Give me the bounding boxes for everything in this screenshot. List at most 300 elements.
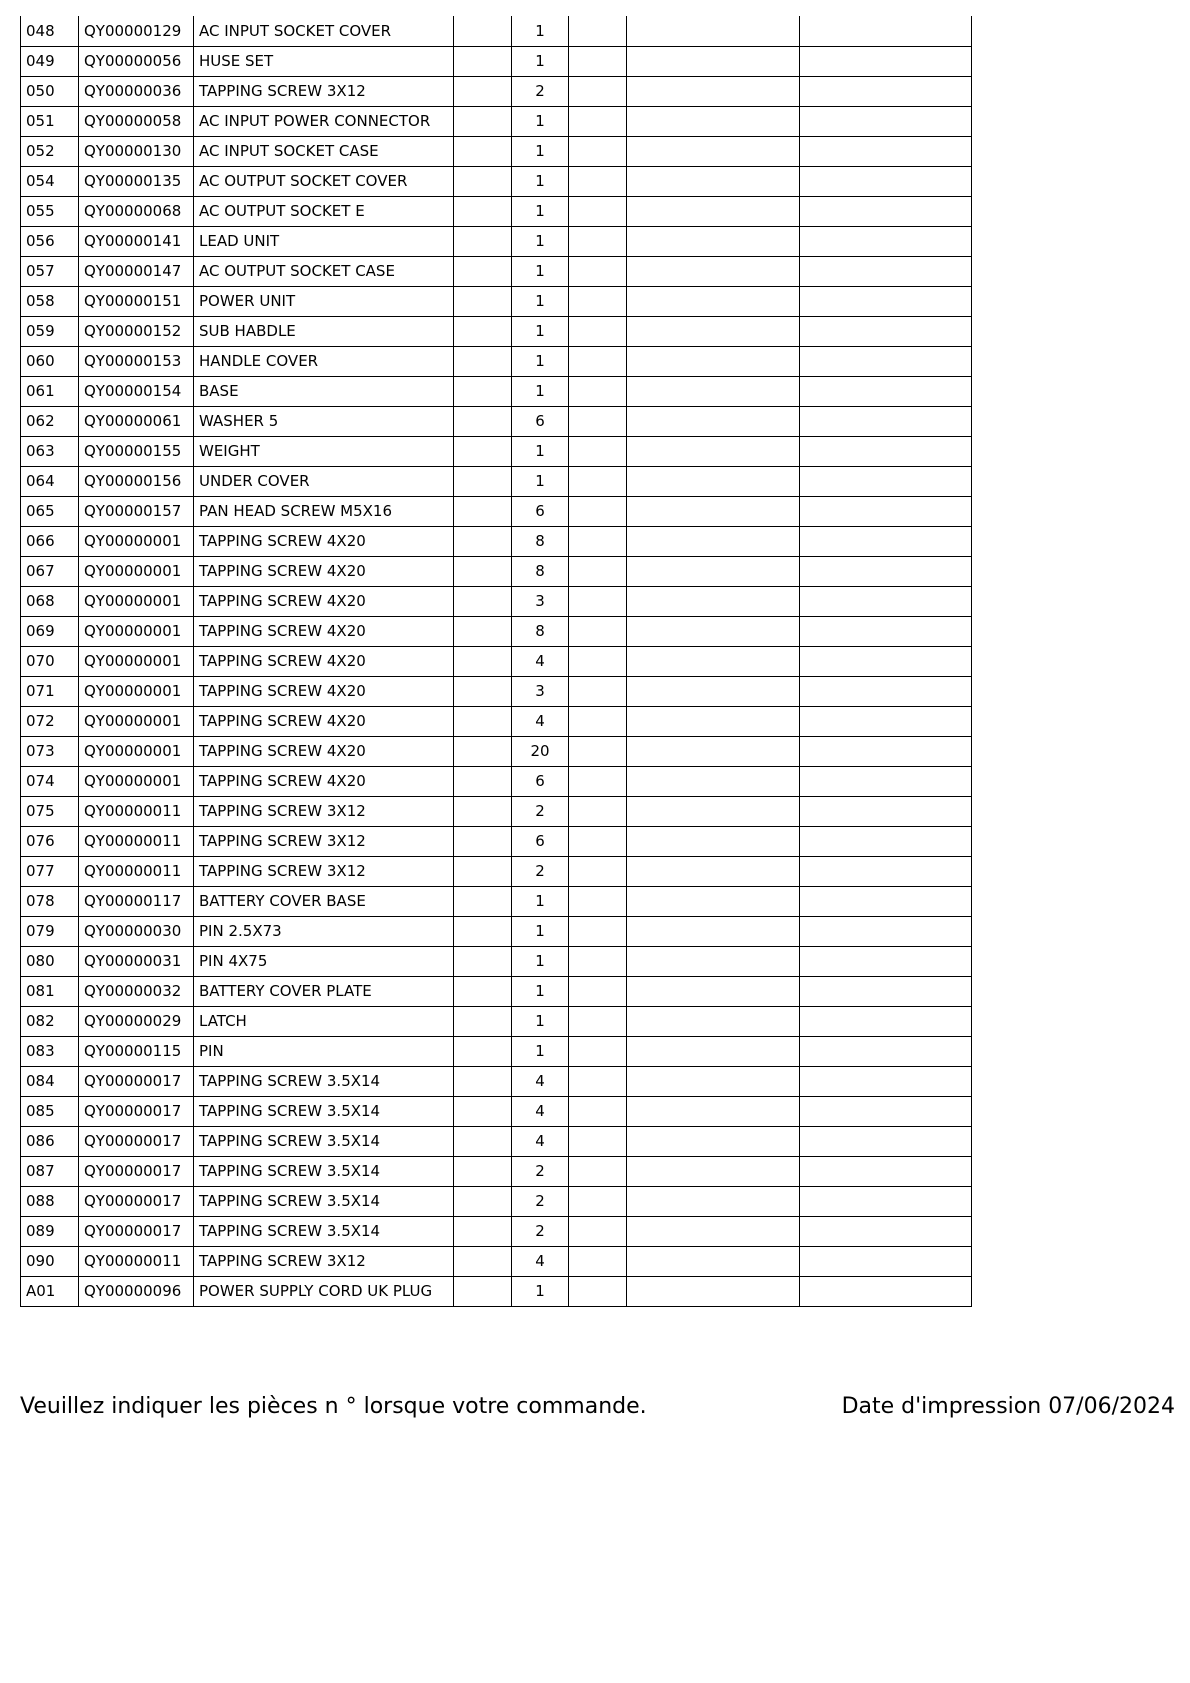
empty-cell (454, 436, 512, 466)
part-reference-cell: QY00000011 (79, 796, 194, 826)
empty-cell (800, 1036, 972, 1066)
empty-cell (800, 796, 972, 826)
empty-cell (569, 316, 627, 346)
empty-cell (627, 1186, 800, 1216)
part-number-cell: 069 (21, 616, 79, 646)
part-number-cell: 090 (21, 1246, 79, 1276)
empty-cell (454, 826, 512, 856)
part-description-cell: WEIGHT (194, 436, 454, 466)
empty-cell (800, 76, 972, 106)
empty-cell (569, 1156, 627, 1186)
part-description-cell: LEAD UNIT (194, 226, 454, 256)
part-quantity-cell: 1 (512, 166, 569, 196)
empty-cell (627, 136, 800, 166)
part-quantity-cell: 1 (512, 376, 569, 406)
empty-cell (454, 1216, 512, 1246)
empty-cell (569, 1216, 627, 1246)
part-number-cell: 067 (21, 556, 79, 586)
table-row (21, 166, 972, 196)
empty-cell (627, 316, 800, 346)
empty-cell (800, 556, 972, 586)
empty-cell (627, 886, 800, 916)
empty-cell (454, 886, 512, 916)
part-reference-cell: QY00000154 (79, 376, 194, 406)
empty-cell (800, 466, 972, 496)
part-description-cell: HUSE SET (194, 46, 454, 76)
part-number-cell: 086 (21, 1126, 79, 1156)
part-number-cell: 073 (21, 736, 79, 766)
table-row (21, 196, 972, 226)
part-description-cell: PAN HEAD SCREW M5X16 (194, 496, 454, 526)
empty-cell (627, 346, 800, 376)
part-number-cell: 050 (21, 76, 79, 106)
part-quantity-cell: 6 (512, 496, 569, 526)
part-reference-cell: QY00000129 (79, 16, 194, 46)
part-quantity-cell: 2 (512, 796, 569, 826)
part-reference-cell: QY00000096 (79, 1276, 194, 1306)
part-number-cell: 049 (21, 46, 79, 76)
part-quantity-cell: 3 (512, 676, 569, 706)
empty-cell (627, 556, 800, 586)
part-reference-cell: QY00000001 (79, 676, 194, 706)
part-description-cell: TAPPING SCREW 3X12 (194, 796, 454, 826)
part-quantity-cell: 6 (512, 826, 569, 856)
part-description-cell: UNDER COVER (194, 466, 454, 496)
table-row (21, 1216, 972, 1246)
part-quantity-cell: 1 (512, 256, 569, 286)
empty-cell (569, 826, 627, 856)
empty-cell (569, 466, 627, 496)
empty-cell (800, 286, 972, 316)
empty-cell (800, 316, 972, 346)
empty-cell (800, 856, 972, 886)
part-description-cell: TAPPING SCREW 4X20 (194, 646, 454, 676)
empty-cell (454, 1036, 512, 1066)
table-row (21, 1186, 972, 1216)
empty-cell (454, 676, 512, 706)
part-quantity-cell: 2 (512, 1186, 569, 1216)
part-number-cell: 066 (21, 526, 79, 556)
table-row (21, 406, 972, 436)
table-row (21, 886, 972, 916)
part-reference-cell: QY00000017 (79, 1126, 194, 1156)
print-date: Date d'impression 07/06/2024 (841, 1394, 1175, 1419)
part-description-cell: TAPPING SCREW 3X12 (194, 856, 454, 886)
order-note: Veuillez indiquer les pièces n ° lorsque votre commande. (20, 1394, 647, 1419)
empty-cell (454, 796, 512, 826)
empty-cell (569, 1186, 627, 1216)
part-number-cell: 068 (21, 586, 79, 616)
part-description-cell: TAPPING SCREW 3.5X14 (194, 1096, 454, 1126)
empty-cell (454, 1186, 512, 1216)
part-reference-cell: QY00000115 (79, 1036, 194, 1066)
part-reference-cell: QY00000152 (79, 316, 194, 346)
part-reference-cell: QY00000068 (79, 196, 194, 226)
part-reference-cell: QY00000017 (79, 1216, 194, 1246)
part-description-cell: TAPPING SCREW 4X20 (194, 586, 454, 616)
empty-cell (454, 256, 512, 286)
part-number-cell: A01 (21, 1276, 79, 1306)
table-row (21, 826, 972, 856)
table-row (21, 946, 972, 976)
part-number-cell: 071 (21, 676, 79, 706)
empty-cell (454, 466, 512, 496)
empty-cell (569, 1006, 627, 1036)
part-description-cell: POWER SUPPLY CORD UK PLUG (194, 1276, 454, 1306)
table-row (21, 376, 972, 406)
part-reference-cell: QY00000001 (79, 526, 194, 556)
part-quantity-cell: 1 (512, 1036, 569, 1066)
part-reference-cell: QY00000061 (79, 406, 194, 436)
part-description-cell: AC INPUT POWER CONNECTOR (194, 106, 454, 136)
part-number-cell: 081 (21, 976, 79, 1006)
table-row (21, 556, 972, 586)
empty-cell (627, 196, 800, 226)
empty-cell (800, 106, 972, 136)
empty-cell (800, 46, 972, 76)
empty-cell (569, 766, 627, 796)
empty-cell (569, 1246, 627, 1276)
part-number-cell: 060 (21, 346, 79, 376)
empty-cell (569, 436, 627, 466)
part-quantity-cell: 1 (512, 436, 569, 466)
part-description-cell: BATTERY COVER PLATE (194, 976, 454, 1006)
part-number-cell: 052 (21, 136, 79, 166)
part-description-cell: TAPPING SCREW 4X20 (194, 736, 454, 766)
empty-cell (800, 406, 972, 436)
empty-cell (627, 76, 800, 106)
part-description-cell: WASHER 5 (194, 406, 454, 436)
table-row (21, 1066, 972, 1096)
empty-cell (454, 556, 512, 586)
table-row (21, 136, 972, 166)
part-number-cell: 054 (21, 166, 79, 196)
empty-cell (800, 1096, 972, 1126)
empty-cell (627, 976, 800, 1006)
table-row (21, 1006, 972, 1036)
part-description-cell: TAPPING SCREW 3.5X14 (194, 1216, 454, 1246)
empty-cell (454, 226, 512, 256)
table-row (21, 1096, 972, 1126)
empty-cell (454, 1126, 512, 1156)
empty-cell (569, 886, 627, 916)
part-description-cell: SUB HABDLE (194, 316, 454, 346)
empty-cell (800, 1126, 972, 1156)
part-description-cell: TAPPING SCREW 4X20 (194, 706, 454, 736)
part-quantity-cell: 8 (512, 616, 569, 646)
part-number-cell: 075 (21, 796, 79, 826)
empty-cell (454, 496, 512, 526)
part-reference-cell: QY00000157 (79, 496, 194, 526)
part-reference-cell: QY00000011 (79, 826, 194, 856)
part-quantity-cell: 4 (512, 1246, 569, 1276)
table-row (21, 646, 972, 676)
empty-cell (569, 496, 627, 526)
table-row (21, 496, 972, 526)
part-description-cell: BATTERY COVER BASE (194, 886, 454, 916)
empty-cell (569, 526, 627, 556)
part-description-cell: TAPPING SCREW 3X12 (194, 826, 454, 856)
part-description-cell: AC INPUT SOCKET COVER (194, 16, 454, 46)
part-number-cell: 085 (21, 1096, 79, 1126)
part-quantity-cell: 1 (512, 136, 569, 166)
table-row (21, 16, 972, 46)
table-row (21, 736, 972, 766)
empty-cell (627, 736, 800, 766)
part-description-cell: TAPPING SCREW 4X20 (194, 556, 454, 586)
part-reference-cell: QY00000017 (79, 1156, 194, 1186)
part-description-cell: HANDLE COVER (194, 346, 454, 376)
empty-cell (454, 166, 512, 196)
part-quantity-cell: 1 (512, 16, 569, 46)
part-number-cell: 061 (21, 376, 79, 406)
empty-cell (800, 256, 972, 286)
empty-cell (800, 1216, 972, 1246)
part-quantity-cell: 6 (512, 766, 569, 796)
empty-cell (627, 676, 800, 706)
empty-cell (454, 646, 512, 676)
part-number-cell: 065 (21, 496, 79, 526)
empty-cell (569, 646, 627, 676)
empty-cell (454, 406, 512, 436)
empty-cell (454, 916, 512, 946)
part-description-cell: TAPPING SCREW 4X20 (194, 616, 454, 646)
part-quantity-cell: 1 (512, 946, 569, 976)
part-reference-cell: QY00000001 (79, 616, 194, 646)
part-quantity-cell: 1 (512, 226, 569, 256)
part-quantity-cell: 2 (512, 1216, 569, 1246)
table-row (21, 796, 972, 826)
part-quantity-cell: 1 (512, 466, 569, 496)
part-number-cell: 089 (21, 1216, 79, 1246)
part-number-cell: 070 (21, 646, 79, 676)
part-description-cell: PIN 4X75 (194, 946, 454, 976)
empty-cell (569, 406, 627, 436)
empty-cell (627, 406, 800, 436)
part-description-cell: TAPPING SCREW 4X20 (194, 676, 454, 706)
part-reference-cell: QY00000117 (79, 886, 194, 916)
empty-cell (454, 976, 512, 1006)
table-row (21, 1156, 972, 1186)
empty-cell (569, 346, 627, 376)
empty-cell (800, 1156, 972, 1186)
part-number-cell: 072 (21, 706, 79, 736)
empty-cell (454, 586, 512, 616)
empty-cell (800, 16, 972, 46)
part-number-cell: 051 (21, 106, 79, 136)
part-quantity-cell: 1 (512, 886, 569, 916)
empty-cell (454, 136, 512, 166)
table-row (21, 286, 972, 316)
part-quantity-cell: 1 (512, 46, 569, 76)
empty-cell (800, 1006, 972, 1036)
part-number-cell: 077 (21, 856, 79, 886)
part-reference-cell: QY00000155 (79, 436, 194, 466)
part-quantity-cell: 2 (512, 1156, 569, 1186)
part-quantity-cell: 4 (512, 646, 569, 676)
table-row (21, 316, 972, 346)
empty-cell (569, 556, 627, 586)
part-quantity-cell: 2 (512, 856, 569, 886)
table-row (21, 76, 972, 106)
empty-cell (627, 256, 800, 286)
table-row (21, 766, 972, 796)
part-quantity-cell: 20 (512, 736, 569, 766)
table-row (21, 436, 972, 466)
part-description-cell: AC OUTPUT SOCKET CASE (194, 256, 454, 286)
part-number-cell: 056 (21, 226, 79, 256)
part-number-cell: 055 (21, 196, 79, 226)
empty-cell (569, 16, 627, 46)
part-quantity-cell: 1 (512, 196, 569, 226)
part-reference-cell: QY00000011 (79, 1246, 194, 1276)
part-number-cell: 057 (21, 256, 79, 286)
empty-cell (569, 46, 627, 76)
empty-cell (627, 1156, 800, 1186)
empty-cell (800, 166, 972, 196)
table-row (21, 526, 972, 556)
part-reference-cell: QY00000141 (79, 226, 194, 256)
part-quantity-cell: 3 (512, 586, 569, 616)
part-reference-cell: QY00000011 (79, 856, 194, 886)
empty-cell (800, 826, 972, 856)
empty-cell (800, 736, 972, 766)
part-reference-cell: QY00000056 (79, 46, 194, 76)
part-quantity-cell: 1 (512, 286, 569, 316)
part-reference-cell: QY00000017 (79, 1096, 194, 1126)
part-description-cell: POWER UNIT (194, 286, 454, 316)
empty-cell (454, 106, 512, 136)
empty-cell (627, 916, 800, 946)
part-number-cell: 064 (21, 466, 79, 496)
empty-cell (800, 376, 972, 406)
table-row (21, 106, 972, 136)
part-number-cell: 059 (21, 316, 79, 346)
table-row (21, 856, 972, 886)
empty-cell (454, 766, 512, 796)
empty-cell (627, 1096, 800, 1126)
part-number-cell: 080 (21, 946, 79, 976)
part-number-cell: 082 (21, 1006, 79, 1036)
empty-cell (454, 196, 512, 226)
empty-cell (454, 1156, 512, 1186)
part-description-cell: TAPPING SCREW 4X20 (194, 526, 454, 556)
empty-cell (800, 916, 972, 946)
empty-cell (454, 46, 512, 76)
empty-cell (454, 706, 512, 736)
empty-cell (454, 736, 512, 766)
empty-cell (800, 346, 972, 376)
table-row (21, 706, 972, 736)
part-number-cell: 084 (21, 1066, 79, 1096)
empty-cell (800, 616, 972, 646)
empty-cell (569, 676, 627, 706)
empty-cell (569, 1126, 627, 1156)
empty-cell (627, 1036, 800, 1066)
part-quantity-cell: 6 (512, 406, 569, 436)
empty-cell (454, 376, 512, 406)
empty-cell (800, 226, 972, 256)
empty-cell (569, 706, 627, 736)
table-row (21, 346, 972, 376)
part-reference-cell: QY00000153 (79, 346, 194, 376)
empty-cell (454, 286, 512, 316)
part-number-cell: 074 (21, 766, 79, 796)
part-number-cell: 062 (21, 406, 79, 436)
empty-cell (627, 586, 800, 616)
empty-cell (454, 946, 512, 976)
table-row (21, 586, 972, 616)
empty-cell (569, 106, 627, 136)
part-reference-cell: QY00000151 (79, 286, 194, 316)
part-number-cell: 076 (21, 826, 79, 856)
empty-cell (627, 616, 800, 646)
empty-cell (569, 286, 627, 316)
part-number-cell: 048 (21, 16, 79, 46)
part-description-cell: AC INPUT SOCKET CASE (194, 136, 454, 166)
table-row (21, 976, 972, 1006)
table-row (21, 616, 972, 646)
part-reference-cell: QY00000001 (79, 556, 194, 586)
part-number-cell: 079 (21, 916, 79, 946)
table-row (21, 46, 972, 76)
empty-cell (569, 616, 627, 646)
empty-cell (627, 796, 800, 826)
part-quantity-cell: 2 (512, 76, 569, 106)
empty-cell (454, 16, 512, 46)
empty-cell (800, 526, 972, 556)
empty-cell (569, 586, 627, 616)
empty-cell (627, 436, 800, 466)
empty-cell (627, 376, 800, 406)
part-quantity-cell: 1 (512, 346, 569, 376)
empty-cell (627, 826, 800, 856)
empty-cell (569, 976, 627, 1006)
table-row (21, 676, 972, 706)
empty-cell (569, 916, 627, 946)
empty-cell (627, 1006, 800, 1036)
empty-cell (627, 496, 800, 526)
empty-cell (627, 856, 800, 886)
part-quantity-cell: 4 (512, 1126, 569, 1156)
empty-cell (454, 1276, 512, 1306)
part-description-cell: PIN (194, 1036, 454, 1066)
empty-cell (627, 706, 800, 736)
empty-cell (800, 646, 972, 676)
part-reference-cell: QY00000001 (79, 736, 194, 766)
part-reference-cell: QY00000031 (79, 946, 194, 976)
empty-cell (569, 856, 627, 886)
empty-cell (454, 526, 512, 556)
empty-cell (569, 196, 627, 226)
empty-cell (569, 136, 627, 166)
empty-cell (569, 946, 627, 976)
empty-cell (800, 136, 972, 166)
part-number-cell: 088 (21, 1186, 79, 1216)
empty-cell (627, 1246, 800, 1276)
empty-cell (800, 496, 972, 526)
part-reference-cell: QY00000029 (79, 1006, 194, 1036)
part-number-cell: 063 (21, 436, 79, 466)
empty-cell (800, 1186, 972, 1216)
part-reference-cell: QY00000017 (79, 1066, 194, 1096)
table-row (21, 916, 972, 946)
table-row (21, 1126, 972, 1156)
empty-cell (627, 16, 800, 46)
part-reference-cell: QY00000156 (79, 466, 194, 496)
empty-cell (627, 226, 800, 256)
empty-cell (454, 76, 512, 106)
